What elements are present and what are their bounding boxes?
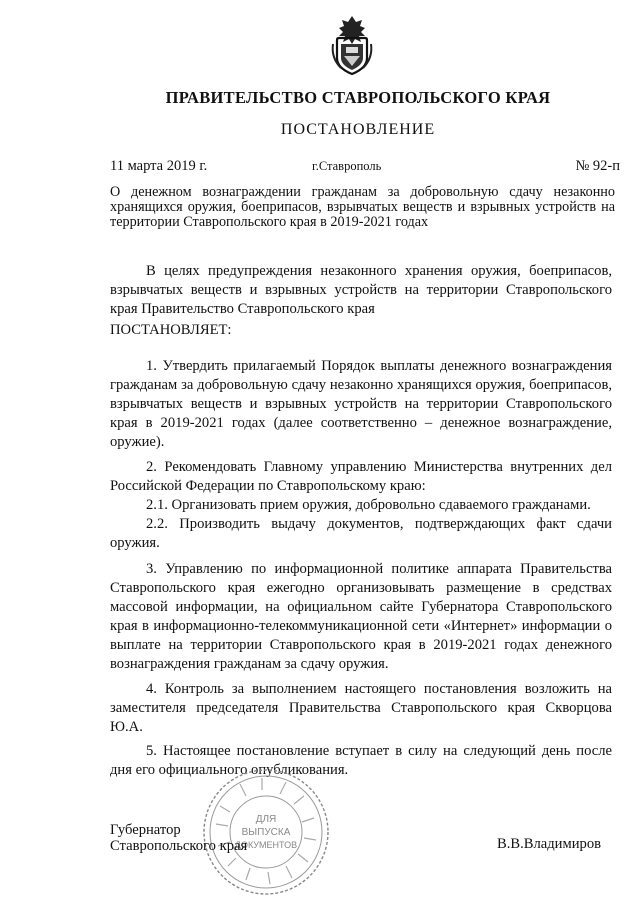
government-title: ПРАВИТЕЛЬСТВО СТАВРОПОЛЬСКОГО КРАЯ bbox=[165, 88, 551, 107]
coat-of-arms-icon bbox=[329, 14, 375, 76]
paragraph-2: 2. Рекомендовать Главному управлению Министерства внутренних дел Российской Федерации по Ставропольскому краю: bbox=[110, 459, 612, 494]
stamp-text-1: ДЛЯ bbox=[255, 814, 277, 825]
paragraph-1: 1. Утвердить прилагаемый Порядок выплаты денежного вознаграждения гражданам за добровольную сдачу незаконно хранящихся оружия, боеприпасов, взрывчатых веществ и взрывных устройств на территории Ставропольского края в 2019-2021 годах (далее соответственно – денежное вознаграждение, оружие). bbox=[110, 358, 612, 450]
document-type: ПОСТАНОВЛЕНИЕ bbox=[280, 121, 436, 138]
preamble-paragraph: В целях предупреждения незаконного хранения оружия, боеприпасов, взрывчатых веществ и взрывных устройств на территории Ставропольского края Правительство Ставропольского края bbox=[110, 263, 612, 317]
signatory-title-line-1: Губернатор bbox=[110, 822, 181, 838]
document-date: 11 марта 2019 г. bbox=[110, 158, 208, 174]
stamp-text-2: ВЫПУСКА bbox=[241, 827, 291, 838]
paragraph-5: 5. Настоящее постановление вступает в силу на следующий день после дня его официального опубликования. bbox=[110, 743, 612, 778]
document-number: № 92-п bbox=[575, 158, 620, 174]
paragraph-3: 3. Управлению по информационной политике аппарата Правительства Ставропольского края ежегодно организовывать размещение в средствах массовой информации, на официальном сайте Губернатора Ставропольского края в информационно-телекоммуникационной сети «Интернет» информации о выплате на территории Ставропольского края в 2019-2021 годах денежного вознаграждения гражданам за сдачу оружия. bbox=[110, 561, 612, 672]
signatory-title bbox=[110, 822, 247, 854]
signatory-title-line-2: Ставропольского края bbox=[110, 838, 248, 854]
paragraph-2-2: 2.2. Производить выдачу документов, подтверждающих факт сдачи оружия. bbox=[110, 516, 612, 551]
document-city: г.Ставрополь bbox=[312, 159, 382, 173]
decree-word: ПОСТАНОВЛЯЕТ: bbox=[110, 322, 232, 338]
document-subject: О денежном вознаграждении гражданам за добровольную сдачу незаконно хранящихся оружия, боеприпасов, взрывчатых веществ и взрывных устройств на территории Ставропольского края в 2019-2021 годах bbox=[110, 184, 615, 230]
stamp-text-3: ДОКУМЕНТОВ bbox=[234, 840, 298, 850]
paragraph-4: 4. Контроль за выполнением настоящего постановления возложить на заместителя председателя Правительства Ставропольского края Скворцова Ю.А. bbox=[110, 681, 612, 735]
signatory-name: В.В.Владимиров bbox=[497, 836, 602, 852]
paragraph-2-1: 2.1. Организовать прием оружия, добровольно сдаваемого гражданами. bbox=[146, 497, 591, 513]
